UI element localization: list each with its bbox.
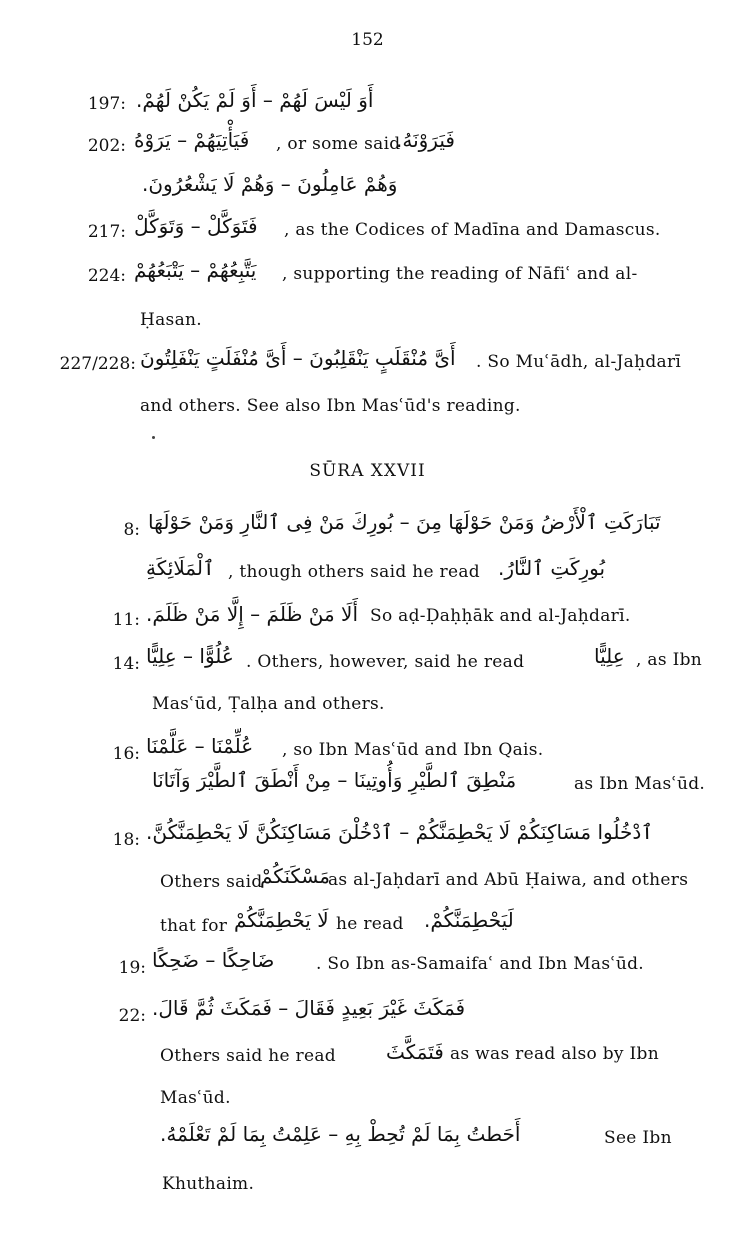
entry-line	[0, 170, 735, 210]
line-text: , as Ibn	[636, 650, 703, 670]
arabic-text: فَيَرَوْنَهُ.	[396, 128, 455, 152]
entry-line	[0, 1084, 735, 1124]
entry-line	[0, 946, 735, 986]
line-text: as Ibn Masʿūd.	[574, 774, 706, 794]
verse-number: 217:	[87, 222, 126, 242]
arabic-text: أَحَطتُ بِمَا لَمْ تُحِطْ بِهِ – عَلِمْتُ بِمَا لَمْ تَعْلَمْهُ.	[160, 1122, 521, 1146]
line-text: and others. See also Ibn Masʿūd's reading.	[140, 396, 521, 416]
arabic-text: فَتَمَكَّثَ	[386, 1040, 444, 1064]
verse-number: 11:	[112, 610, 140, 630]
verse-number: 8:	[123, 520, 140, 540]
line-text: as was read also by Ibn	[450, 1044, 659, 1064]
entry-line	[0, 212, 735, 252]
line-text: Masʿūd, Ṭalḥa and others.	[152, 694, 385, 714]
verse-number: 224:	[87, 266, 126, 286]
entry-line	[0, 1040, 735, 1080]
arabic-text: فَيَأْتِيَهُمْ – يَرَوْهُ	[134, 128, 250, 152]
verse-number: 202:	[87, 136, 126, 156]
entry-line	[0, 86, 735, 126]
line-text: , as the Codices of Madīna and Damascus.	[284, 220, 661, 240]
line-text: as al-Jaḥdarī and Abū Ḥaiwa, and others	[328, 870, 689, 890]
page-number: 152	[351, 30, 384, 50]
entry-line	[0, 994, 735, 1034]
line-text: Ḥasan.	[140, 310, 202, 330]
line-text: , so Ibn Masʿūd and Ibn Qais.	[282, 740, 544, 760]
verse-number: 14:	[112, 654, 140, 674]
arabic-text: وَهُمْ عَامِلُونَ – وَهُمْ لَا يَشْعُرُونَ.	[142, 172, 398, 196]
verse-number: 19:	[118, 958, 146, 978]
line-text: . Others, however, said he read	[246, 652, 525, 672]
entry-line	[0, 598, 735, 638]
arabic-text: عُلُوًّا – عِلِيًّا	[146, 644, 234, 668]
arabic-text: عُلِّمْنَا – عَلَّمْنَا	[146, 734, 254, 758]
entry-line	[0, 862, 735, 902]
arabic-text: فَمَكَثَ غَيْرَ بَعِيدٍ فَقَالَ – فَمَكَثَ ثُمَّ قَالَ.	[152, 996, 466, 1020]
arabic-text: أَىَّ مُنْقَلَبٍ يَنْقَلِبُونَ – أَىَّ مُنْفَلَتٍ يَنْفَلِتُونَ	[140, 346, 456, 370]
arabic-text: يَتَّبِعُهُمْ – يَتْبَعُهُمْ	[134, 258, 257, 282]
entry-line	[0, 642, 735, 682]
line-text: . So Muʿādh, al-Jaḥdarī	[476, 352, 682, 372]
arabic-text: ضَاحِكًا – ضَحِكًا	[152, 948, 275, 972]
entry-line	[0, 342, 735, 382]
arabic-text: أَلَا مَنْ ظَلَمَ – إِلَّا مَنْ ظَلَمَ.	[146, 602, 359, 626]
line-text: , though others said he read	[228, 562, 480, 582]
verse-number: 16:	[112, 744, 140, 764]
line-text: Khuthaim.	[162, 1174, 255, 1194]
stray-mark	[152, 436, 155, 439]
entry-line	[0, 1120, 735, 1160]
entry-line	[0, 256, 735, 296]
line-text: he read	[336, 914, 404, 934]
entry-line	[0, 390, 735, 430]
arabic-text: تَبَارَكَتِ ٱلْأَرْضُ وَمَنْ حَوْلَهَا مِنَ – بُورِكَ مَنْ فِى ٱلنَّارِ وَمَنْ حَوْلَهَا	[148, 510, 661, 534]
arabic-text: عِلِيًّا	[594, 644, 625, 668]
line-text: that for	[160, 916, 228, 936]
verse-number: 22:	[118, 1006, 146, 1026]
entry-line	[0, 766, 735, 806]
line-text: Masʿūd.	[160, 1088, 231, 1108]
line-text: Others said he read	[160, 1046, 336, 1066]
entry-line	[0, 904, 735, 944]
entry-line	[0, 506, 735, 546]
arabic-text: لَيَحْطِمَنَّكُمْ.	[424, 908, 514, 932]
arabic-text: لَا يَحْطِمَنَّكُمْ	[234, 908, 329, 932]
line-text: Others said	[160, 872, 263, 892]
arabic-text: أَوَ لَيْسَ لَهُمْ – أَوَ لَمْ يَكُنْ لَهُمْ.	[136, 88, 374, 112]
verse-number: 197:	[87, 94, 126, 114]
line-text: , supporting the reading of Nāfiʿ and al-	[282, 264, 638, 284]
arabic-text: فَتَوَكَّلْ – وَتَوَكَّلْ	[134, 214, 258, 238]
line-text: See Ibn	[604, 1128, 672, 1148]
arabic-text: ٱدْخُلُوا مَسَاكِنَكُمْ لَا يَحْطِمَنَّكُمْ – ٱدْخُلْنَ مَسَاكِنَكُنَّ لَا يَحْطِمَنَّكُنَّ.	[146, 820, 653, 844]
line-text: , or some said	[276, 134, 401, 154]
arabic-text: بُورِكَتِ ٱلنَّارُ.	[498, 556, 606, 580]
entry-line	[0, 816, 735, 856]
line-text: . So Ibn as-Samaifaʿ and Ibn Masʿūd.	[316, 954, 645, 974]
entry-line	[0, 690, 735, 730]
arabic-text: مَسْكَنَكُمْ	[260, 864, 330, 888]
arabic-text: ٱلْمَلَائِكَةِ	[146, 556, 215, 580]
verse-number: 227/228:	[59, 354, 136, 374]
verse-number: 18:	[112, 830, 140, 850]
arabic-text: مَنْطِقَ ٱلطَّيْرِ وَأُوتِينَا – مِنْ أَنْطَقَ ٱلطَّيْرَ وَآتَانَا	[152, 768, 517, 792]
entry-line	[0, 126, 735, 166]
entry-line	[0, 552, 735, 592]
sura-heading: SŪRA XXVII	[309, 461, 426, 481]
line-text: So aḍ-Ḍaḥḥāk and al-Jaḥdarī.	[370, 606, 631, 626]
entry-line	[0, 306, 735, 346]
entry-line	[0, 1170, 735, 1210]
